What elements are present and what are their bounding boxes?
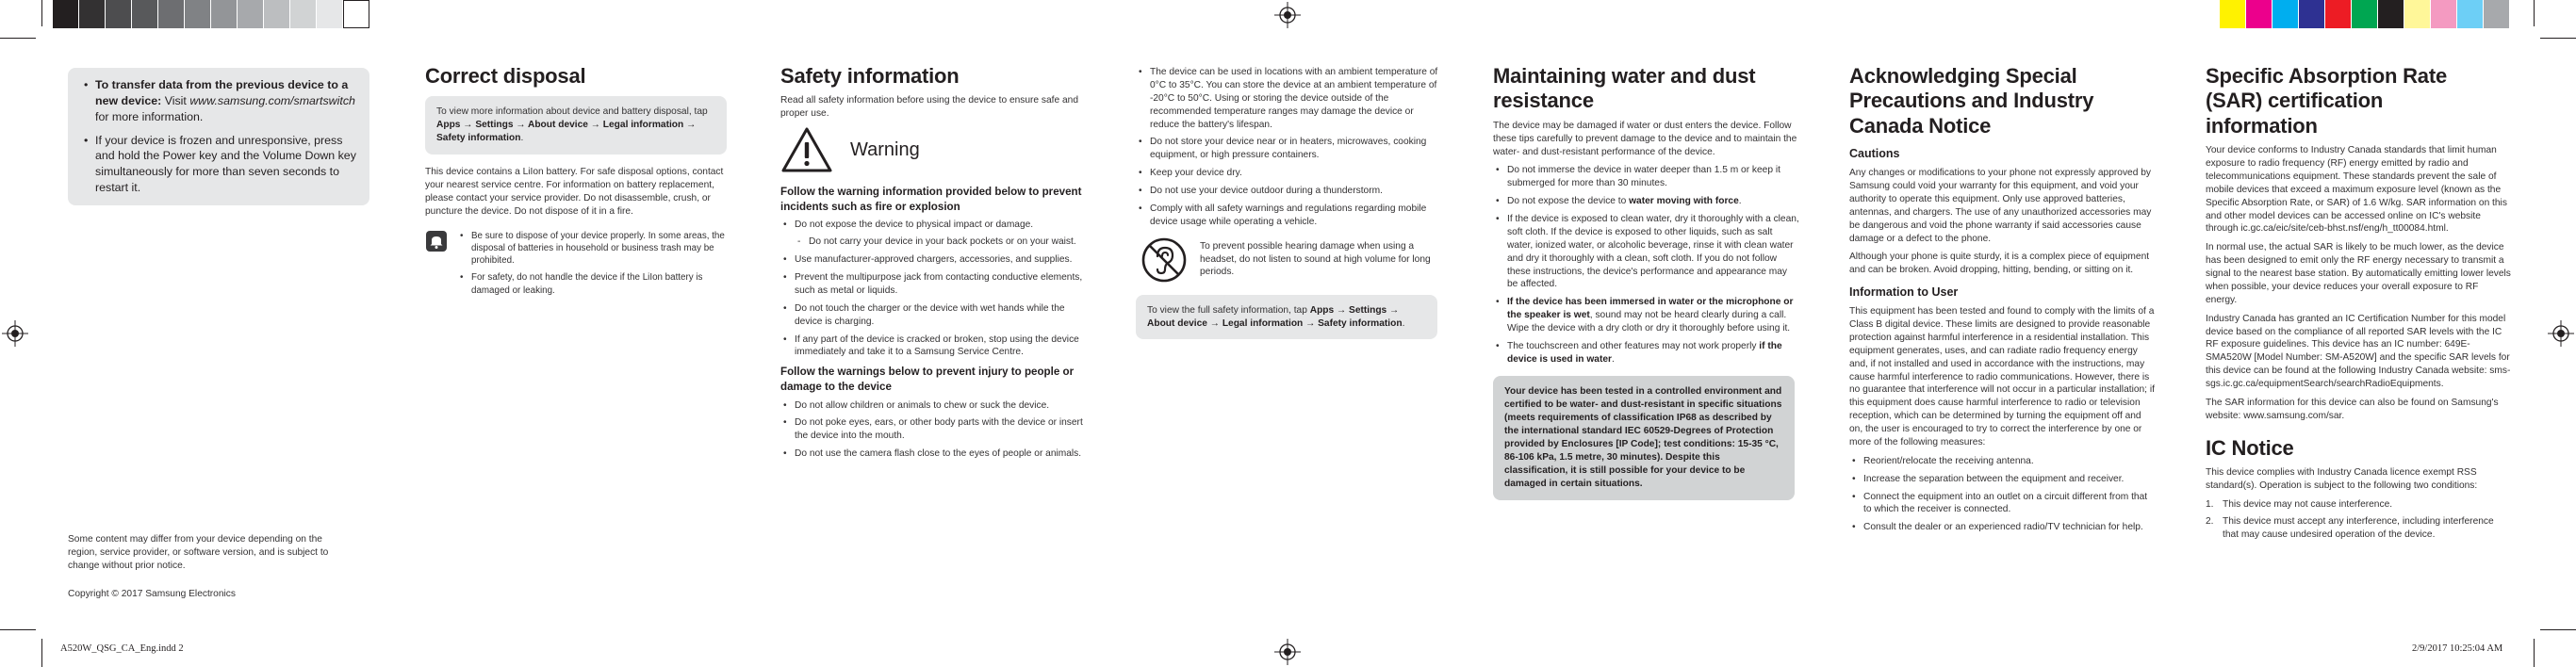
water-tip-end: . [1738,196,1742,207]
warning-icon [780,126,833,173]
crop-mark [2540,629,2576,630]
water-resistance-title: Maintaining water and dust resistance [1493,64,1756,113]
safety-intro: Read all safety information before using the device to ensure safe and proper use. [780,95,1079,120]
swatch [317,0,343,28]
swatch [158,0,185,28]
swatch [79,0,106,28]
cautions-paragraph: Any changes or modifications to your phone not expressly approved by Samsung could void your warranty for this equipment, and void your authority to operate this equipment. Only use approved batteries, antennas, and chargers. The use of any unauthorized accessories may be dangerous and void the phone warranty if said accessories cause damage or a defect to the phone. [1849,168,2152,244]
ic-condition-text: This device must accept any interference, including interference that may cause undesired operation of the device. [2223,515,2494,540]
interference-measure: • Connect the equipment into an outlet on a circuit different from that to which the receiver is connected. [1849,491,2156,517]
tips-box [68,68,369,205]
safety-menu-path: Apps → Settings → About device → Legal information → Safety information [1147,304,1403,329]
sar-title: Specific Absorption Rate (SAR) certification information [2206,64,2447,138]
crop-mark [41,639,42,667]
ic-notice-title: IC Notice [2206,435,2294,460]
warning-item: • Prevent the multipurpose jack from contacting conductive elements, such as metal or liquids. [780,271,1087,298]
water-tip-bold: water moving with force [1629,196,1739,207]
grayscale-color-bar [53,0,369,28]
swatch [132,0,158,28]
warning-item-text: Do not expose the device to physical impact or damage. [795,220,1034,231]
tip-transfer-tail: for more information. [95,109,204,123]
cautions-heading: Cautions [1849,147,1900,161]
ic-condition [2206,515,2512,542]
sar-paragraph: Your device conforms to Industry Canada standards that limit human exposure to radio frequency (RF) energy emitted by radio and telecommunications equipment. These standards prevent the sale of mobile devices that exceed a maximum exposure level (known as the Specific Absorption Rate, or SAR) of 1.6 W/kg. SAR information on this and other model devices can be accessed online on IC's website through ic.gc.ca/eic/site/ceb-bhst.nsf/eng/h_tt00084.html. [2206,145,2507,235]
column-disposal [425,64,731,301]
warning-subitem: - Do not carry your device in your back pockets or on your waist. [795,236,1087,249]
ic-condition-number: 1. [2206,498,2214,510]
ic-condition-number: 2. [2206,515,2214,527]
tip-transfer-data [81,77,358,125]
safety-box-text: To view the full safety information, tap [1147,304,1310,316]
swatch [53,0,79,28]
disposal-notes [425,230,731,302]
swatch [2431,0,2457,28]
crop-mark [2534,0,2535,26]
swatch [211,0,238,28]
hearing-notice [1136,236,1442,284]
swatch [343,0,369,28]
safety-item: • Keep your device dry. [1136,167,1442,180]
crop-mark [41,0,42,26]
info-to-user-paragraph: This equipment has been tested and found to comply with the limits of a Class B digital device. These limits are designed to provide reasonable protection against harmful interference in a residential installation. This equipment generates, uses, and can radiate radio frequency energy and, if not installed and used in accordance with the instructions, may cause harmful interference to radio communications. However, there is no guarantee that interference will not occur in a particular installation; if this equipment does cause harmful interference to radio or television reception, which can be determined by turning the equipment off and on, the user is encouraged to try to correct the interference by one or more of the following measures: [1849,306,2155,447]
hearing-text: To prevent possible hearing damage when using a headset, do not listen to sound at high volume for long periods. [1200,240,1431,278]
disposal-info-box [425,96,727,155]
info-to-user-heading: Information to User [1849,285,1959,300]
water-tip [1493,340,1799,366]
cautions-paragraph: Although your phone is quite sturdy, it is a complex piece of equipment and can be broken. Avoid dropping, hitting, bending, or sitting on it. [1849,252,2150,276]
tip-transfer-text: Visit [161,93,190,107]
safety-box-end: . [1402,317,1405,329]
warning-title: Warning [850,138,920,160]
warning-item: • If any part of the device is cracked or broken, stop using the device immediately and take it to a Samsung Service Centre. [780,334,1087,360]
swatch [2220,0,2246,28]
water-tip-text: , sound may not be heard clearly during a call. Wipe the device with a dry cloth or dry it thoroughly before using it. [1507,310,1791,334]
water-tip-end: . [1611,353,1615,365]
smartswitch-link[interactable]: www.samsung.com/smartswitch [189,93,355,107]
swatch [2484,0,2510,28]
crop-mark [0,629,36,630]
swatch [2404,0,2431,28]
interference-measure: • Increase the separation between the equipment and receiver. [1849,473,2156,486]
water-tip-text: The touchscreen and other features may not work properly [1507,340,1760,351]
safety-item: • Do not store your device near or in heaters, microwaves, cooking equipment, or high pressure containers. [1136,136,1442,162]
caution-icon [425,230,448,252]
tip-transfer-heading: To transfer data from the previous device to a new device: [95,78,349,107]
fire-warning-heading: Follow the warning information provided below to prevent incidents such as fire or explosion [780,186,1082,213]
registration-mark-icon [1274,639,1301,665]
hearing-protection-icon [1140,236,1189,284]
disposal-note: • Be sure to dispose of your device properly. In some areas, the disposal of batteries in household or business trash may be prohibited. [457,230,731,268]
sar-paragraph: In normal use, the actual SAR is likely to be much lower, as the device has been designed to emit only the RF energy necessary to transmit a signal to the nearest base station. By automatically emitting lower levels when possible, your device reduces your overall exposure to RF energy. [2206,242,2511,305]
content-disclaimer: Some content may differ from your device depending on the region, service provider, or software version, and is subject to change without prior notice. [68,534,329,571]
swatch [2272,0,2299,28]
water-tip-text: Do not expose the device to [1507,196,1630,207]
water-tip: • Do not immerse the device in water deeper than 1.5 m or keep it submerged for more than 30 minutes. [1493,164,1799,190]
column-safety-continued [1136,66,1442,350]
water-tip-bold: If the device has been immersed in water or the microphone or the speaker is wet [1507,297,1794,321]
swatch [2457,0,2484,28]
disposal-note: • For safety, do not handle the device if the LiIon battery is damaged or leaking. [457,271,731,297]
crop-mark [2534,639,2535,667]
swatch [2378,0,2404,28]
full-safety-info-box [1136,295,1437,340]
warning-item: • Do not allow children or animals to chew or suck the device. [780,399,1087,413]
warning-item [780,219,1087,249]
interference-measure: • Reorient/relocate the receiving antenna. [1849,455,2156,468]
swatch [2352,0,2378,28]
ip68-certification-box: Your device has been tested in a controlled environment and certified to be water- and dust-resistant in specific situations (meets requirements of classification IP68 as described by the international standard IEC 60529-Degrees of Protection provided by Enclosures [IP Code]; test conditions: 15-35 °C, 86-106 kPa, 1.5 metre, 30 minutes). Despite this classification, it is still possible for your device to be damaged in certain situations. [1493,376,1795,501]
registration-mark-icon [2,320,28,347]
injury-warning-heading: Follow the warnings below to prevent injury to people or damage to the device [780,366,1075,393]
swatch [264,0,290,28]
interference-measure: • Consult the dealer or an experienced radio/TV technician for help. [1849,521,2156,534]
column-canada-notice [1849,64,2156,539]
copyright: Copyright © 2017 Samsung Electronics [68,589,236,599]
ic-condition-text: This device may not cause interference. [2223,498,2393,510]
crop-mark [0,38,36,39]
sar-paragraph: The SAR information for this device can also be found on Samsung's website: www.samsung.com/sar. [2206,397,2499,421]
safety-item: • The device can be used in locations with an ambient temperature of 0°C to 35°C. You can store the device at an ambient temperature of -20°C to 50°C. Using or storing the device outside of the recommended temperature ranges may damage the device or reduce the battery's lifespan. [1136,66,1442,131]
registration-mark-icon [1274,2,1301,28]
water-tip [1493,296,1799,335]
swatch [106,0,132,28]
safety-item: • Do not use your device outdoor during a thunderstorm. [1136,185,1442,198]
disposal-box-text: To view more information about device and battery disposal, tap [436,106,708,118]
safety-title: Safety information [780,64,960,88]
file-slug: A520W_QSG_CA_Eng.indd 2 [60,643,184,654]
column-sar [2206,64,2512,545]
tip-restart: • If your device is frozen and unresponsive, press and hold the Power key and the Volume Down key simultaneously for more than seven seconds to restart it. [81,133,358,196]
canada-notice-title: Acknowledging Special Precautions and Industry Canada Notice [1849,64,2094,138]
swatch [238,0,264,28]
disposal-box-end: . [520,133,524,144]
disposal-title: Correct disposal [425,64,586,88]
column-tips [68,68,369,599]
water-intro: The device may be damaged if water or dust enters the device. Follow these tips carefully to prevent damage to the device and to maintain the water- and dust-resistant performance of the device. [1493,120,1797,157]
disposal-menu-path: Apps → Settings → About device → Legal information → Safety information [436,120,697,144]
water-tip: • If the device is exposed to clean water, dry it thoroughly with a clean, soft cloth. If the device is exposed to other liquids, such as salt water, ionized water, or alcoholic beverage, rinse it with clean water and dry it thoroughly with a clean, soft cloth. If you do not follow these instructions, the device's performance and appearance may be affected. [1493,213,1799,291]
process-color-bar [2220,0,2510,28]
battery-disposal-paragraph: This device contains a LiIon battery. For safe disposal options, contact your nearest service centre. For information on battery replacement, please contact your service provider. Do not disassemble, crush, or puncture the device. Do not dispose of it in a fire. [425,167,724,217]
column-water-resistance [1493,64,1799,500]
print-timestamp: 2/9/2017 10:25:04 AM [2412,643,2503,654]
water-tip [1493,195,1799,208]
column-safety [780,64,1087,465]
swatch [2299,0,2325,28]
water-tip-bold: if the device is used in water [1507,340,1782,365]
warning-item: • Do not poke eyes, ears, or other body parts with the device or insert the device into the mouth. [780,416,1087,443]
sar-paragraph: Industry Canada has granted an IC Certification Number for this model device based on the compliance of all reported SAR levels with the IC RF exposure guidelines. This device has an IC number: 649E-SMA520W [Model Number: SM-A520W] and the specific SAR levels for this device can be found at the following Industry Canada website: sms-sgs.ic.gc.ca/equipmentSearch/searchRadioEquipments. [2206,313,2511,390]
crop-mark [2540,38,2576,39]
warning-item: • Use manufacturer-approved chargers, accessories, and supplies. [780,253,1087,267]
warning-item: • Do not touch the charger or the device with wet hands while the device is charging. [780,302,1087,329]
warning-item: • Do not use the camera flash close to the eyes of people or animals. [780,447,1087,461]
ic-notice-paragraph: This device complies with Industry Canada licence exempt RSS standard(s). Operation is subject to the following two conditions: [2206,467,2478,491]
safety-item: • Comply with all safety warnings and regulations regarding mobile device usage while operating a vehicle. [1136,203,1442,229]
swatch [2325,0,2352,28]
swatch [290,0,317,28]
swatch [2246,0,2272,28]
registration-mark-icon [2548,320,2574,347]
ic-condition [2206,498,2512,512]
warning-heading [780,126,1087,173]
swatch [185,0,211,28]
